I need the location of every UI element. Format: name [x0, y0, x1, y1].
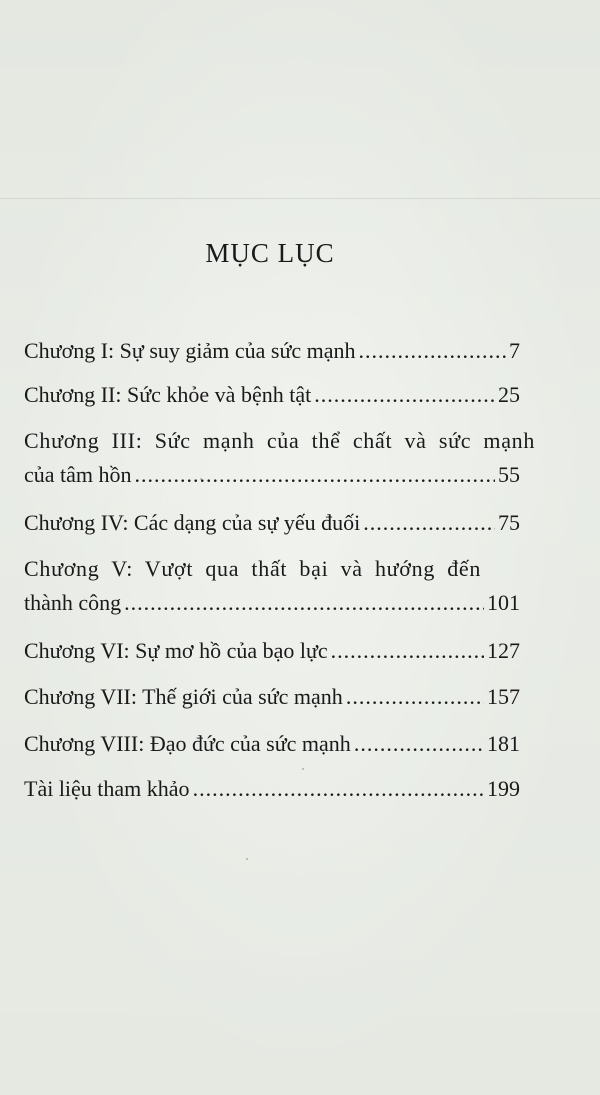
paper-speck — [246, 858, 248, 860]
toc-page-number: 75 — [498, 510, 520, 535]
toc-entry-title: Chương VII: Thế giới của sức mạnh — [24, 684, 343, 709]
toc-entry-7[interactable] — [24, 680, 520, 714]
leader-dots — [135, 458, 495, 492]
toc-entry-title-line2: của tâm hồn — [24, 462, 132, 487]
toc-entry-8[interactable] — [24, 727, 520, 761]
toc-entry-title-line1: Chương III: Sức mạnh của thể chất và sức mạnh — [24, 428, 536, 453]
leader-dots — [314, 378, 495, 412]
toc-page-number: 181 — [487, 731, 520, 756]
leader-dots — [354, 727, 484, 761]
leader-dots — [331, 634, 484, 668]
toc-page-number: 199 — [487, 776, 520, 801]
leader-dots — [193, 772, 484, 806]
toc-page-number: 101 — [487, 590, 520, 615]
toc-entry-6[interactable] — [24, 634, 520, 668]
toc-entry-title: Chương IV: Các dạng của sự yếu đuối — [24, 510, 361, 535]
toc-entry-title: Chương VI: Sự mơ hồ của bạo lực — [24, 638, 328, 663]
leader-dots — [359, 334, 506, 368]
toc-page-number: 25 — [498, 382, 520, 407]
page-title: MỤC LỤC — [205, 238, 335, 268]
toc-page-number: 7 — [509, 338, 520, 363]
toc-entry-title-line1: Chương V: Vượt qua thất bại và hướng đến — [24, 556, 482, 581]
toc-entry-title: Chương I: Sự suy giảm của sức mạnh — [24, 338, 356, 363]
toc-entry-title-line2: thành công — [24, 590, 122, 615]
leader-dots — [124, 586, 484, 620]
paper-speck — [200, 478, 202, 480]
paper-speck — [302, 768, 304, 770]
toc-entry-title: Chương VIII: Đạo đức của sức mạnh — [24, 731, 351, 756]
toc-entry-1[interactable] — [24, 334, 520, 368]
toc-page-number: 157 — [487, 684, 520, 709]
toc-page-number: 55 — [498, 462, 520, 487]
leader-dots — [346, 680, 484, 714]
toc-entry-2[interactable] — [24, 378, 520, 412]
toc-entry-9[interactable] — [24, 772, 520, 806]
toc-entry-title: Tài liệu tham khảo — [24, 776, 190, 801]
toc-entry-3[interactable] — [24, 424, 536, 492]
toc-entry-4[interactable] — [24, 506, 520, 540]
toc-page-number: 127 — [487, 638, 520, 663]
leader-dots — [363, 506, 495, 540]
toc-entry-title: Chương II: Sức khỏe và bệnh tật — [24, 382, 312, 407]
toc-entry-5[interactable] — [24, 552, 520, 620]
